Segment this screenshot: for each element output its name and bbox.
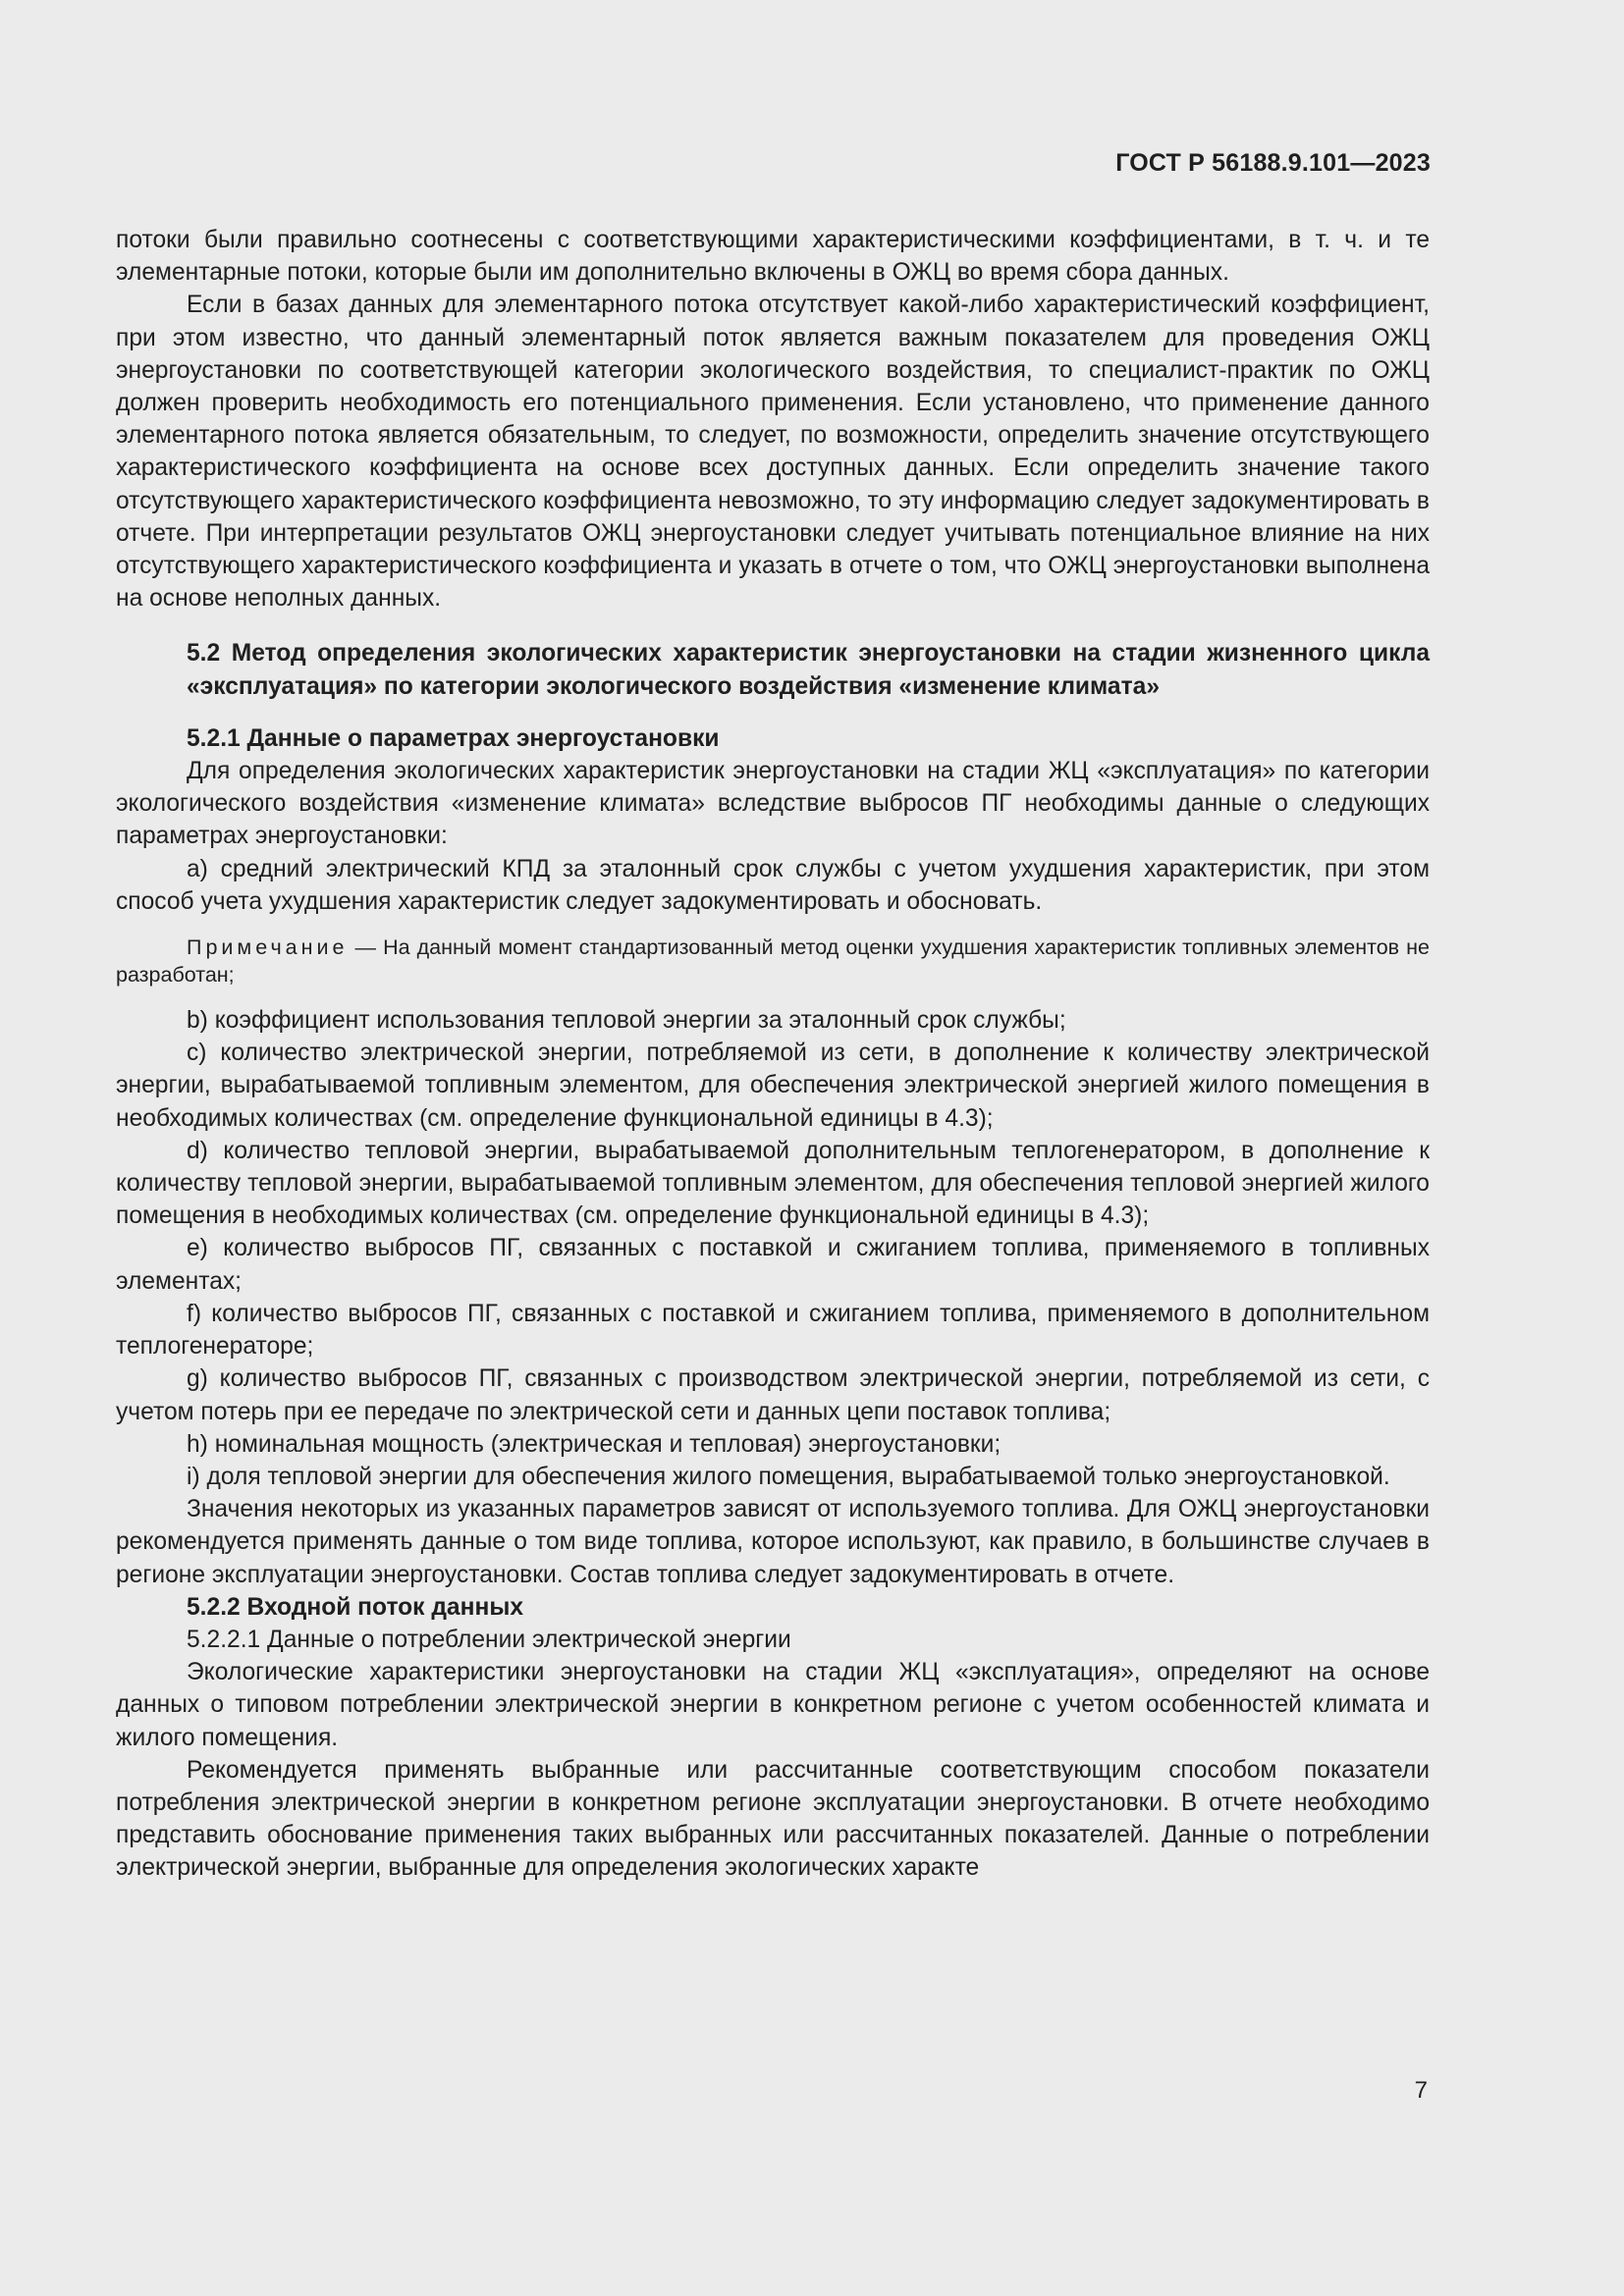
section-heading-5-2-1: 5.2.1 Данные о параметрах энергоустановки [187,724,720,752]
paragraph-recommendation: Рекомендуется применять выбранные или рассчитанные соответствующим способом показатели потребления электрической энергии в конкретном регионе эксплуатации энергоустановки. В отчете необходимо представить обоснование применения таких выбранных или рассчитанных показателей. Данные о потреблении электрической энергии, выбранные для определения экологических характе [116,1756,1430,1882]
list-item-e: e) количество выбросов ПГ, связанных с поставкой и сжиганием топлива, применяемого в топливных элементах; [116,1235,1430,1295]
paragraph-missing-coefficient: Если в базах данных для элементарного потока отсутствует какой-либо характеристический коэффициент, при этом известно, что данный элементарный поток является важным показателем для проведения ОЖЦ энергоустановки по соответствующей категории экологического воздействия, то специалист-практик по ОЖЦ должен проверить необходимость его потенциального применения. Если установлено, что применение данного элементарного потока является обязательным, то следует, по возможности, определить значение отсутствующего характеристического коэффициента на основе всех доступных данных. Если определить значение такого отсутствующего характеристического коэффициента невозможно, то эту информацию следует задокументировать в отчете. При интерпретации результатов ОЖЦ энергоустановки следует учитывать потенциальное влияние на них отсутствующего характеристического коэффициента и указать в отчете о том, что ОЖЦ энергоустановки выполнена на основе неполных данных. [116,292,1430,613]
section-heading-5-2-2-1: 5.2.2.1 Данные о потреблении электрической энергии [187,1626,791,1653]
list-item-g: g) количество выбросов ПГ, связанных с производством электрической энергии, потребляемой из сети, с учетом потерь при ее передаче по электрической сети и данных цепи поставок топлива; [116,1365,1430,1425]
list-item-d: d) количество тепловой энергии, вырабатываемой дополнительным теплогенератором, в дополнение к количеству тепловой энергии, вырабатываемой топливным элементом, для обеспечения тепловой энергией жилого помещения в необходимых количествах (см. определение функциональной единицы в 4.3); [116,1137,1430,1230]
section-heading-5-2: 5.2 Метод определения экологических характеристик энергоустановки на стадии жизненного цикла «эксплуатация» по категории экологического воздействия «изменение климата» [187,640,1430,700]
list-item-i: i) доля тепловой энергии для обеспечения жилого помещения, вырабатываемой только энергоустановкой. [187,1463,1390,1490]
list-item-h: h) номинальная мощность (электрическая и тепловая) энергоустановки; [187,1430,1001,1458]
note-text: — На данный момент стандартизованный метод оценки ухудшения характеристик топливных элементов не разработан; [116,935,1430,988]
paragraph-fuel-dependence: Значения некоторых из указанных параметров зависят от используемого топлива. Для ОЖЦ энергоустановки рекомендуется применять данные о том виде топлива, которое используют, как правило, в большинстве случаев в регионе эксплуатации энергоустановки. Состав топлива следует задокументировать в отчете. [116,1496,1430,1588]
page-number: 7 [1414,2077,1428,2104]
list-item-c: c) количество электрической энергии, потребляемой из сети, в дополнение к количеству электрической энергии, вырабатываемой топливным элементом, для обеспечения электрической энергией жилого помещения в необходимых количествах (см. определение функциональной единицы в 4.3); [116,1040,1430,1132]
list-item-a: a) средний электрический КПД за эталонный срок службы с учетом ухудшения характеристик, при этом способ учета ухудшения характеристик следует задокументировать и обосновать. [116,855,1430,915]
standard-code-header: ГОСТ Р 56188.9.101—2023 [1115,149,1431,177]
paragraph-electricity-consumption: Экологические характеристики энергоустановки на стадии ЖЦ «эксплуатация», определяют на основе данных о типовом потреблении электрической энергии в конкретном регионе с учетом особенностей климата и жилого помещения. [116,1659,1430,1751]
document-body [116,224,1430,1885]
paragraph-continuation: потоки были правильно соотнесены с соответствующими характеристическими коэффициентами, в т. ч. и те элементарные потоки, которые были им дополнительно включены в ОЖЦ во время сбора данных. [116,227,1430,287]
note [116,934,1430,988]
list-item-b: b) коэффициент использования тепловой энергии за эталонный срок службы; [187,1007,1066,1035]
paragraph-parameters-intro: Для определения экологических характеристик энергоустановки на стадии ЖЦ «эксплуатация» по категории экологического воздействия «изменение климата» вследствие выбросов ПГ необходимы данные о следующих параметрах энергоустановки: [116,758,1430,850]
list-item-f: f) количество выбросов ПГ, связанных с поставкой и сжиганием топлива, применяемого в дополнительном теплогенераторе; [116,1300,1430,1361]
note-label: Примечание [187,935,349,960]
section-heading-5-2-2: 5.2.2 Входной поток данных [187,1593,524,1621]
